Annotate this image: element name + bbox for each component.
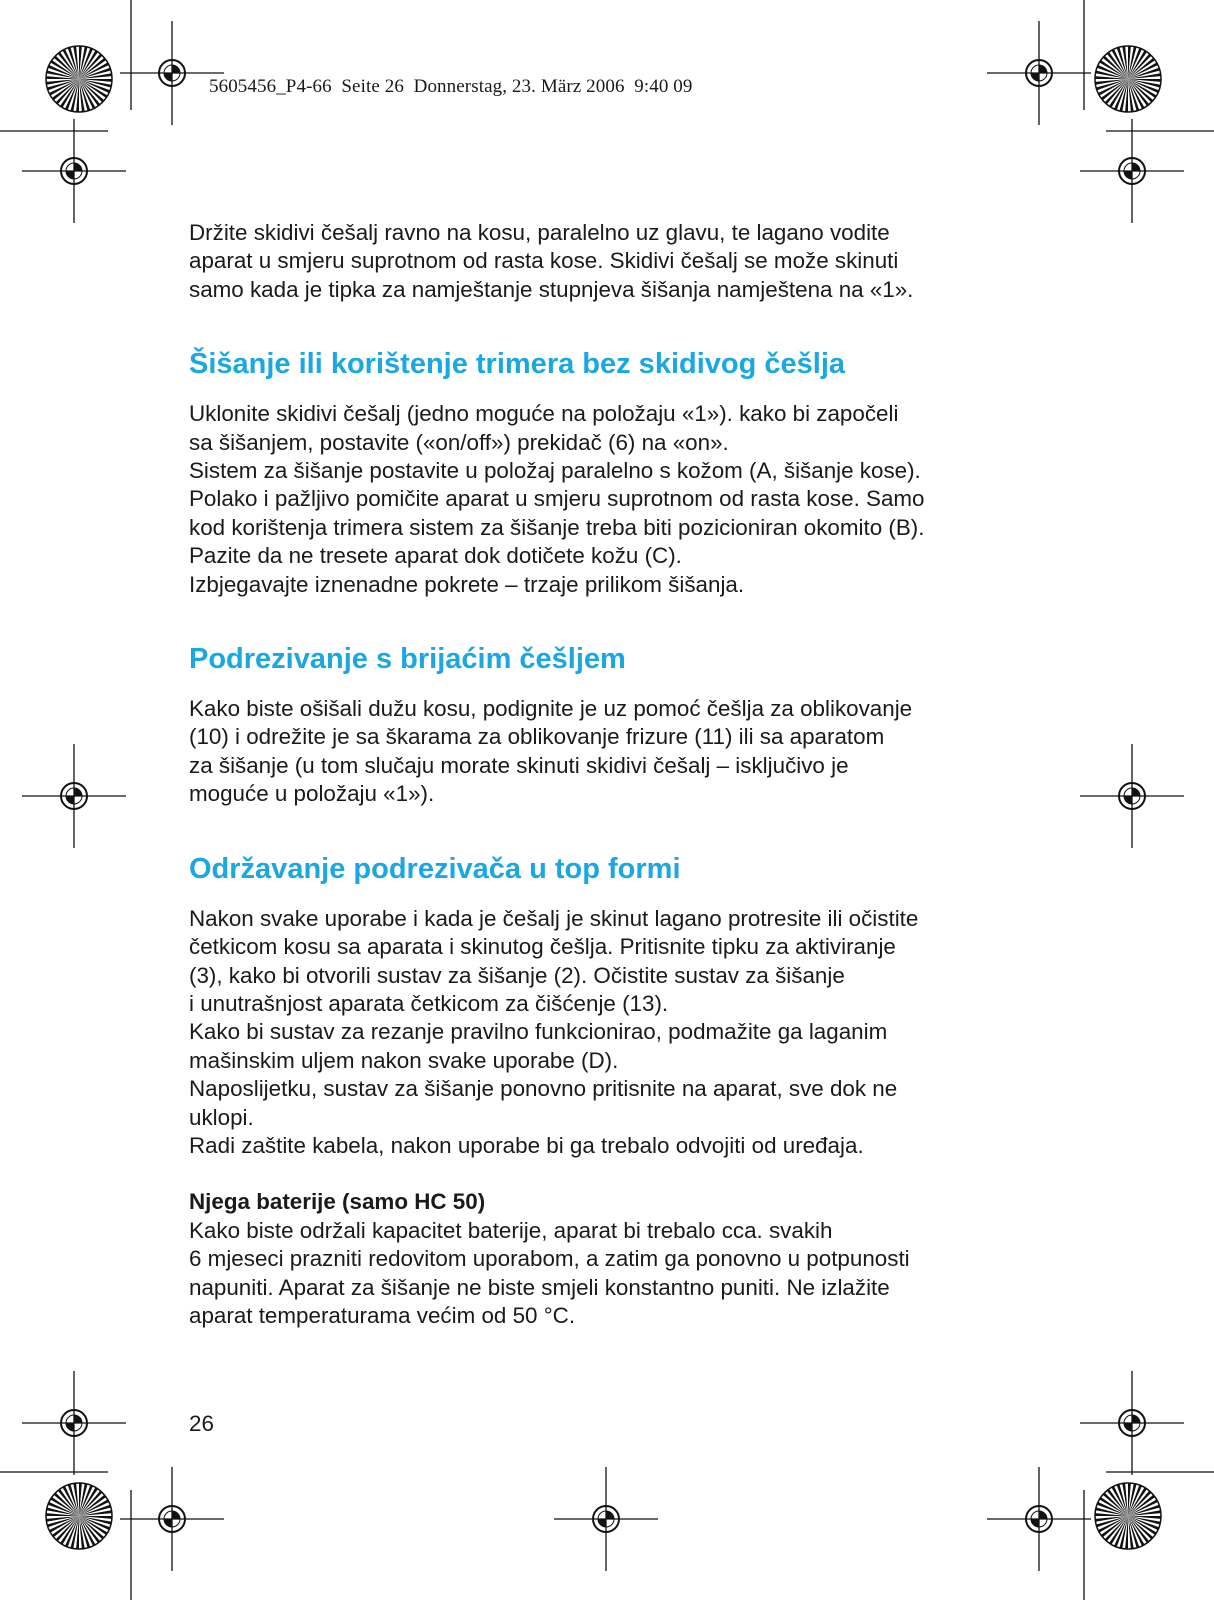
text-line: kod korištenja trimera sistem za šišanje treba biti pozicioniran okomito (B).: [189, 514, 925, 540]
section-paragraph: [189, 905, 1069, 1161]
starburst-ray: [79, 1483, 82, 1516]
starburst-mark: [46, 46, 112, 112]
starburst-ray: [1128, 1483, 1131, 1516]
text-line: 6 mjeseci prazniti redovitom uporabom, a zatim ga ponovno u potpunosti: [189, 1246, 910, 1272]
registration-mark: [22, 1371, 126, 1475]
registration-mark: [1080, 119, 1184, 223]
starburst-ray: [46, 76, 79, 79]
starburst-ray: [46, 1513, 79, 1516]
section-paragraph: [189, 400, 1069, 599]
registration-mark: [22, 744, 126, 848]
starburst-ray: [79, 79, 112, 82]
section-heading: Podrezivanje s brijaćim češljem: [189, 643, 626, 676]
text-line: moguće u položaju «1»).: [189, 781, 435, 807]
starburst-ray: [76, 79, 79, 112]
text-line: samo kada je tipka za namještanje stupnjeva šišanja namještena na «1».: [189, 276, 914, 302]
starburst-mark: [1095, 1483, 1161, 1549]
text-line: Sistem za šišanje postavite u položaj paralelno s kožom (A, šišanje kose).: [189, 458, 921, 484]
text-line: Nakon svake uporabe i kada je češalj je skinut lagano protresite ili očistite: [189, 905, 919, 931]
print-slug: 5605456_P4-66 Seite 26 Donnerstag, 23. März 2006 9:40 09: [209, 76, 693, 97]
text-line: aparat u smjeru suprotnom od rasta kose. Skidivi češalj se može skinuti: [189, 248, 899, 274]
page-content: [189, 219, 1069, 1330]
text-line: Uklonite skidivi češalj (jedno moguće na položaju «1»). kako bi započeli: [189, 401, 899, 427]
section-heading: Održavanje podrezivača u top formi: [189, 852, 681, 885]
starburst-ray: [1128, 46, 1131, 79]
section-paragraph: [189, 695, 1069, 809]
starburst-ray: [1095, 1513, 1128, 1516]
text-line: (10) i odrežite je sa škarama za oblikovanje frizure (11) ili sa aparatom: [189, 724, 885, 750]
text-line: (3), kako bi otvorili sustav za šišanje (2). Očistite sustav za šišanje: [189, 962, 845, 988]
text-line: Polako i pažljivo pomičite aparat u smjeru suprotnom od rasta kose. Samo: [189, 486, 925, 512]
starburst-ray: [1125, 1516, 1128, 1549]
registration-mark: [120, 21, 224, 125]
starburst-ray: [76, 1516, 79, 1549]
registration-mark: [1080, 744, 1184, 848]
text-line: uklopi.: [189, 1104, 254, 1130]
text-line: Kako biste ošišali dužu kosu, podignite je uz pomoć češlja za oblikovanje: [189, 696, 913, 722]
text-line: napuniti. Aparat za šišanje ne biste smjeli konstantno puniti. Ne izlažite: [189, 1274, 890, 1300]
registration-mark: [120, 1467, 224, 1571]
text-line: četkicom kosu sa aparata i skinutog češlja. Pritisnite tipku za aktiviranje: [189, 934, 896, 960]
text-line: Naposlijetku, sustav za šišanje ponovno pritisnite na aparat, sve dok ne: [189, 1076, 898, 1102]
starburst-ray: [79, 46, 82, 79]
text-line: Kako bi sustav za rezanje pravilno funkcionirao, podmažite ga laganim: [189, 1019, 888, 1045]
intro-paragraph: [189, 219, 1069, 304]
text-line: sa šišanjem, postavite («on/off») prekidač (6) na «on».: [189, 429, 729, 455]
registration-mark: [987, 1467, 1091, 1571]
text-line: Radi zaštite kabela, nakon uporabe bi ga trebalo odvojiti od uređaja.: [189, 1132, 864, 1158]
text-line: Kako biste održali kapacitet baterije, aparat bi trebalo cca. svakih: [189, 1217, 833, 1243]
text-line: aparat temperaturama većim od 50 °C.: [189, 1302, 576, 1328]
starburst-mark: [1095, 46, 1161, 112]
starburst-ray: [1128, 1516, 1161, 1519]
text-line: Izbjegavajte iznenadne pokrete – trzaje prilikom šišanja.: [189, 571, 745, 597]
battery-paragraph: [189, 1188, 1069, 1330]
page-number: 26: [189, 1411, 214, 1436]
section-heading: Šišanje ili korištenje trimera bez skidivog češlja: [189, 348, 846, 381]
text-line: i unutrašnjost aparata četkicom za čišćenje (13).: [189, 990, 669, 1016]
starburst-ray: [79, 1516, 112, 1519]
starburst-ray: [1125, 79, 1128, 112]
registration-mark: [22, 119, 126, 223]
registration-mark: [554, 1467, 658, 1571]
starburst-ray: [1095, 76, 1128, 79]
registration-mark: [987, 21, 1091, 125]
text-line: mašinskim uljem nakon svake uporabe (D).: [189, 1047, 619, 1073]
text-line: za šišanje (u tom slučaju morate skinuti skidivi češalj – isključivo je: [189, 752, 849, 778]
battery-subheading: Njega baterije (samo HC 50): [189, 1189, 486, 1215]
text-line: Držite skidivi češalj ravno na kosu, paralelno uz glavu, te lagano vodite: [189, 220, 890, 245]
text-line: Pazite da ne tresete aparat dok dotičete kožu (C).: [189, 543, 682, 569]
registration-mark: [1080, 1371, 1184, 1475]
starburst-ray: [1128, 79, 1161, 82]
starburst-mark: [46, 1483, 112, 1549]
